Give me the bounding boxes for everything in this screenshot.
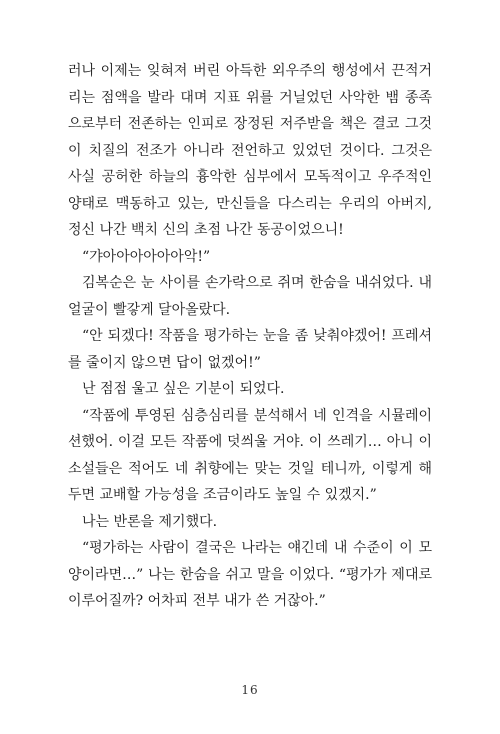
paragraph-6: “작품에 투영된 심층심리를 분석해서 네 인격을 시뮬레이션했어. 이걸 모든 작품에 덧씌울 거야. 이 쓰레기… 아니 이 소설들은 적어도 네 취향에는 맞는 것일 테니까, 이렇게 해 두면 교배할 가능성을 조금이라도 높일 수 있겠지.” <box>68 407 432 503</box>
paragraph-3: 김복순은 눈 사이를 손가락으로 쥐며 한숨을 내쉬었다. 내 얼굴이 빨갛게 달아올랐다. <box>68 275 432 318</box>
paragraph-5: 난 점점 울고 싶은 기분이 되었다. <box>82 381 285 397</box>
paragraph-7: 나는 반론을 제기했다. <box>82 513 218 530</box>
body-text <box>68 58 432 615</box>
paragraph-2: “갸아아아아아아악!” <box>82 248 211 265</box>
page-number: 16 <box>241 683 259 697</box>
paragraph-8: “평가하는 사람이 결국은 나라는 얘긴데 내 수준이 이 모양이라면…” 나는 한숨을 쉬고 말을 이었다. “평가가 제대로 이루어질까? 어차피 전부 내가 쓴 거잖아.” <box>68 540 432 609</box>
paragraph-1: 러나 이제는 잊혀져 버린 아득한 외우주의 행성에서 끈적거리는 점액을 발라 대며 지표 위를 거닐었던 사악한 뱀 종족으로부터 전존하는 인피로 장정된 저주받을 책은 결코 그것이 치질의 전조가 아니라 전언하고 있었던 것이다. 그것은 사실 공허한 하늘의 흉악한 심부에서 모독적이고 우주적인 양태로 맥동하고 있는, 만신들을 다스리는 우리의 아버지, 정신 나간 백치 신의 초점 나간 동공이었으니! <box>68 63 432 238</box>
paragraph-4: “안 되겠다! 작품을 평가하는 눈을 좀 낮춰야겠어! 프레셔를 줄이지 않으면 답이 없겠어!” <box>68 328 432 371</box>
